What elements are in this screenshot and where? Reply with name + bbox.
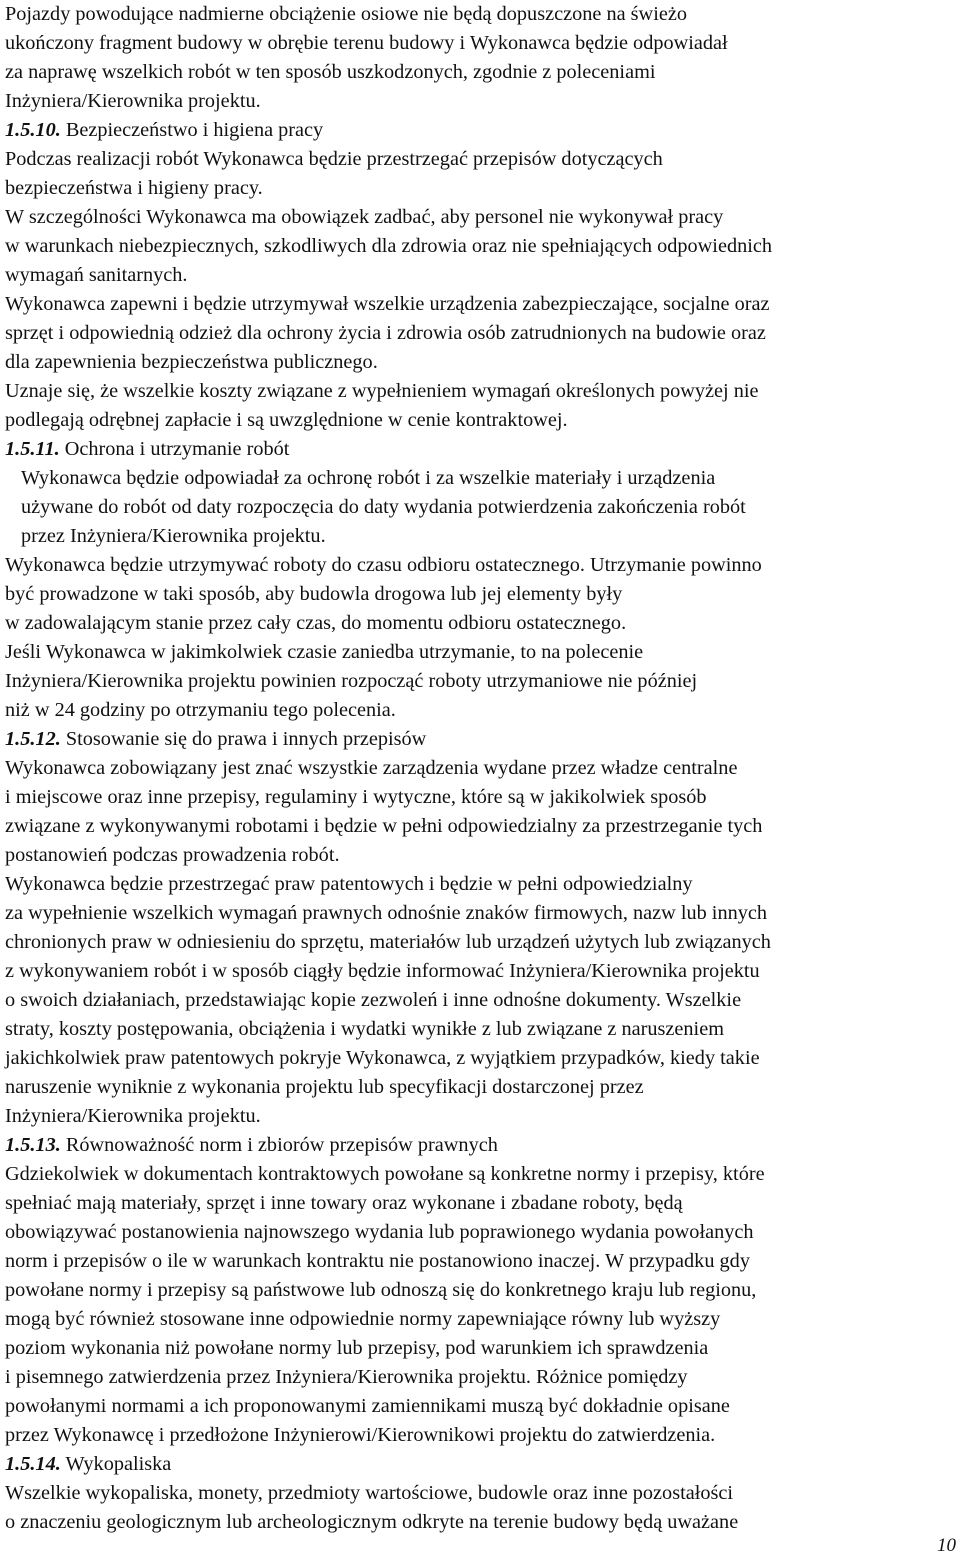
section-number: 1.5.11.	[5, 438, 60, 460]
text-line: o swoich działaniach, przedstawiając kopie zezwoleń i inne odnośne dokumenty. Wszelkie	[5, 989, 742, 1011]
text-line: za naprawę wszelkich robót w ten sposób uszkodzonych, zgodnie z poleceniami	[5, 61, 656, 83]
text-line: podlegają odrębnej zapłacie i są uwzględnione w cenie kontraktowej.	[5, 409, 568, 431]
section-heading	[5, 725, 955, 754]
text-line: wymagań sanitarnych.	[5, 264, 188, 286]
section-heading	[5, 116, 955, 145]
text-line: przez Inżyniera/Kierownika projektu.	[21, 525, 326, 547]
text-line: za wypełnienie wszelkich wymagań prawnych odnośnie znaków firmowych, nazw lub innych	[5, 902, 768, 924]
text-line: być prowadzone w taki sposób, aby budowla drogowa lub jej elementy były	[5, 583, 623, 605]
section-number: 1.5.12.	[5, 728, 61, 750]
text-line: Inżyniera/Kierownika projektu.	[5, 1105, 261, 1127]
section-title: Ochrona i utrzymanie robót	[59, 438, 290, 460]
text-line: jakichkolwiek praw patentowych pokryje Wykonawca, z wyjątkiem przypadków, kiedy takie	[5, 1047, 760, 1069]
section-number: 1.5.10.	[5, 119, 61, 141]
text-line: w warunkach niebezpiecznych, szkodliwych dla zdrowia oraz nie spełniających odpowiednich	[5, 235, 773, 257]
section-number: 1.5.14.	[5, 1453, 61, 1475]
text-line: norm i przepisów o ile w warunkach kontraktu nie postanowiono inaczej. W przypadku gdy	[5, 1250, 750, 1272]
text-line: przez Wykonawcę i przedłożone Inżynierowi/Kierownikowi projektu do zatwierdzenia.	[5, 1424, 716, 1446]
section-heading	[5, 1131, 955, 1160]
text-line: powołane normy i przepisy są państwowe lub odnoszą się do konkretnego kraju lub regionu,	[5, 1279, 757, 1301]
text-line: i pisemnego zatwierdzenia przez Inżyniera/Kierownika projektu. Różnice pomiędzy	[5, 1366, 688, 1388]
text-line: w zadowalającym stanie przez cały czas, do momentu odbioru ostatecznego.	[5, 612, 627, 634]
section-title: Wykopaliska	[60, 1453, 172, 1475]
text-line: spełniać mają materiały, sprzęt i inne towary oraz wykonane i zbadane roboty, będą	[5, 1192, 683, 1214]
text-line: Wykonawca zapewni i będzie utrzymywał wszelkie urządzenia zabezpieczające, socjalne oraz	[5, 293, 770, 315]
text-line: Podczas realizacji robót Wykonawca będzie przestrzegać przepisów dotyczących	[5, 148, 663, 170]
text-line: Wykonawca będzie przestrzegać praw patentowych i będzie w pełni odpowiedzialny	[5, 873, 693, 895]
text-line: używane do robót od daty rozpoczęcia do daty wydania potwierdzenia zakończenia robót	[21, 496, 746, 518]
section-title: Bezpieczeństwo i higiena pracy	[60, 119, 324, 141]
text-line: ukończony fragment budowy w obrębie terenu budowy i Wykonawca będzie odpowiadał	[5, 32, 728, 54]
text-line: chronionych praw w odniesieniu do sprzętu, materiałów lub urządzeń użytych lub związanych	[5, 931, 771, 953]
text-line: o znaczeniu geologicznym lub archeologicznym odkryte na terenie budowy będą uważane	[5, 1511, 739, 1533]
text-line: sprzęt i odpowiednią odzież dla ochrony życia i zdrowia osób zatrudnionych na budowie oraz	[5, 322, 766, 344]
section-number: 1.5.13.	[5, 1134, 61, 1156]
text-line: Wszelkie wykopaliska, monety, przedmioty wartościowe, budowle oraz inne pozostałości	[5, 1482, 734, 1504]
section-heading	[5, 435, 955, 464]
text-line: i miejscowe oraz inne przepisy, regulaminy i wytyczne, które są w jakikolwiek sposób	[5, 786, 707, 808]
text-line: obowiązywać postanowienia najnowszego wydania lub poprawionego wydania powołanych	[5, 1221, 754, 1243]
text-line: powołanymi normami a ich proponowanymi zamiennikami muszą być dokładnie opisane	[5, 1395, 730, 1417]
text-line: W szczególności Wykonawca ma obowiązek zadbać, aby personel nie wykonywał pracy	[5, 206, 724, 228]
text-line: Inżyniera/Kierownika projektu.	[5, 90, 261, 112]
section-title: Stosowanie się do prawa i innych przepisów	[60, 728, 427, 750]
text-line: mogą być również stosowane inne odpowiednie normy zapewniające równy lub wyższy	[5, 1308, 721, 1330]
text-line: z wykonywaniem robót i w sposób ciągły będzie informować Inżyniera/Kierownika projektu	[5, 960, 760, 982]
text-line: postanowień podczas prowadzenia robót.	[5, 844, 340, 866]
text-line: związane z wykonywanymi robotami i będzie w pełni odpowiedzialny za przestrzeganie tych	[5, 815, 763, 837]
section-heading	[5, 1450, 955, 1479]
text-line: Jeśli Wykonawca w jakimkolwiek czasie zaniedba utrzymanie, to na polecenie	[5, 641, 644, 663]
text-line: naruszenie wyniknie z wykonania projektu lub specyfikacji dostarczonej przez	[5, 1076, 644, 1098]
text-line: dla zapewnienia bezpieczeństwa publicznego.	[5, 351, 378, 373]
section-title: Równoważność norm i zbiorów przepisów prawnych	[60, 1134, 498, 1156]
text-line: bezpieczeństwa i higieny pracy.	[5, 177, 263, 199]
text-line: Wykonawca będzie utrzymywać roboty do czasu odbioru ostatecznego. Utrzymanie powinno	[5, 554, 762, 576]
text-line: Wykonawca będzie odpowiadał za ochronę robót i za wszelkie materiały i urządzenia	[21, 467, 716, 489]
text-line: straty, koszty postępowania, obciążenia i wydatki wynikłe z lub związane z naruszeniem	[5, 1018, 724, 1040]
text-line: Gdziekolwiek w dokumentach kontraktowych powołane są konkretne normy i przepisy, które	[5, 1163, 765, 1185]
text-line: Uznaje się, że wszelkie koszty związane z wypełnieniem wymagań określonych powyżej nie	[5, 380, 759, 402]
text-line: Pojazdy powodujące nadmierne obciążenie osiowe nie będą dopuszczone na świeżo	[5, 3, 687, 25]
document-body	[5, 0, 955, 1537]
page-number: 10	[937, 1535, 956, 1556]
text-line: poziom wykonania niż powołane normy lub przepisy, pod warunkiem ich sprawdzenia	[5, 1337, 709, 1359]
text-line: Wykonawca zobowiązany jest znać wszystkie zarządzenia wydane przez władze centralne	[5, 757, 738, 779]
text-line: Inżyniera/Kierownika projektu powinien rozpocząć roboty utrzymaniowe nie później	[5, 670, 698, 692]
text-line: niż w 24 godziny po otrzymaniu tego polecenia.	[5, 699, 396, 721]
